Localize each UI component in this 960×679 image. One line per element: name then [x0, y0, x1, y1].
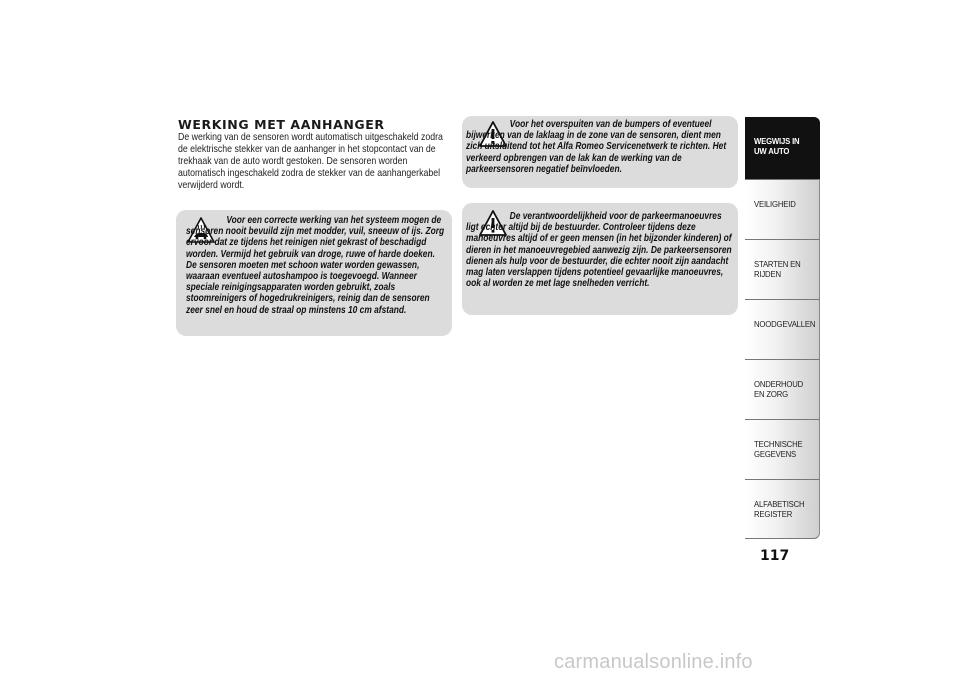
tab-label: NOODGEVALLEN — [754, 319, 816, 329]
care-note-text: Voor een correcte werking van het systeem mogen de sensoren nooit bevuild zijn met modder, vuil, sneeuw of ijs. Zorg ervoor dat ze tijdens het reinigen niet gekrast of beschadigd worden. Vermijd het gebruik van droge, ruwe of harde doeken. De sensoren moeten met schoon water worden gewassen, waaraan eventueel autoshampoo is toegevoegd. Wanneer speciale reinigingsapparaten worden gebruikt, zoals stoomreinigers of hogedrukreinigers, reinig dan de sensoren zeer snel en houd de straal op minstens 10 cm afstand. — [186, 215, 445, 316]
intro-paragraph: De werking van de sensoren wordt automatisch uitgeschakeld zodra de elektrische stekker van de aanhanger in het stopcontact van de trekhaak van de auto wordt gestoken. De sensoren worden automatisch ingeschakeld zodra de stekker van de aanhangerkabel verwijderd wordt. — [178, 132, 443, 191]
tab-onderhoud-en-zorg[interactable] — [745, 359, 820, 419]
tab-alfabetisch-register[interactable] — [745, 479, 820, 539]
tab-veiligheid[interactable] — [745, 179, 820, 239]
tab-starten-en-rijden[interactable] — [745, 239, 820, 299]
chapter-tabs — [745, 117, 820, 539]
tab-wegwijs-in-uw-auto[interactable] — [745, 117, 820, 179]
tab-label: WEGWIJS IN UW AUTO — [754, 136, 800, 156]
tab-noodgevallen[interactable] — [745, 299, 820, 359]
tab-label: ALFABETISCH REGISTER — [754, 499, 805, 519]
page-number: 117 — [760, 548, 790, 564]
tab-technische-gegevens[interactable] — [745, 419, 820, 479]
care-note-box — [176, 210, 452, 336]
responsibility-warning-box — [462, 203, 738, 315]
tab-label: ONDERHOUD EN ZORG — [754, 379, 804, 399]
tab-label: STARTEN EN RIJDEN — [754, 259, 801, 279]
tab-label: VEILIGHEID — [754, 199, 796, 209]
section-title: WERKING MET AANHANGER — [178, 117, 385, 132]
tab-label: TECHNISCHE GEGEVENS — [754, 439, 803, 459]
watermark: carmanualsonline.info — [554, 651, 753, 673]
responsibility-warning-text: De verantwoordelijkheid voor de parkeermanoeuvres ligt echter altijd bij de bestuurder. Controleer tijdens deze manoeuvres altijd of er geen mensen (in het bijzonder kinderen) of dieren in het manoeuvregebied aanwezig zijn. De parkeersensoren dienen als hulp voor de bestuurder, die echter nooit zijn aandacht mag laten verslappen tijdens potentieel gevaarlijke manoeuvres, ook al worden ze met lage snelheden verricht. — [466, 211, 732, 290]
bumper-warning-text: Voor het overspuiten van de bumpers of eventueel bijwerken van de laklaag in de zone van de sensoren, dient men zich uitsluitend tot het Alfa Romeo Servicenetwerk te richten. Het verkeerd opbrengen van de lak kan de werking van de parkeersensoren negatief beïnvloeden. — [466, 119, 727, 175]
bumper-warning-box — [462, 116, 738, 188]
